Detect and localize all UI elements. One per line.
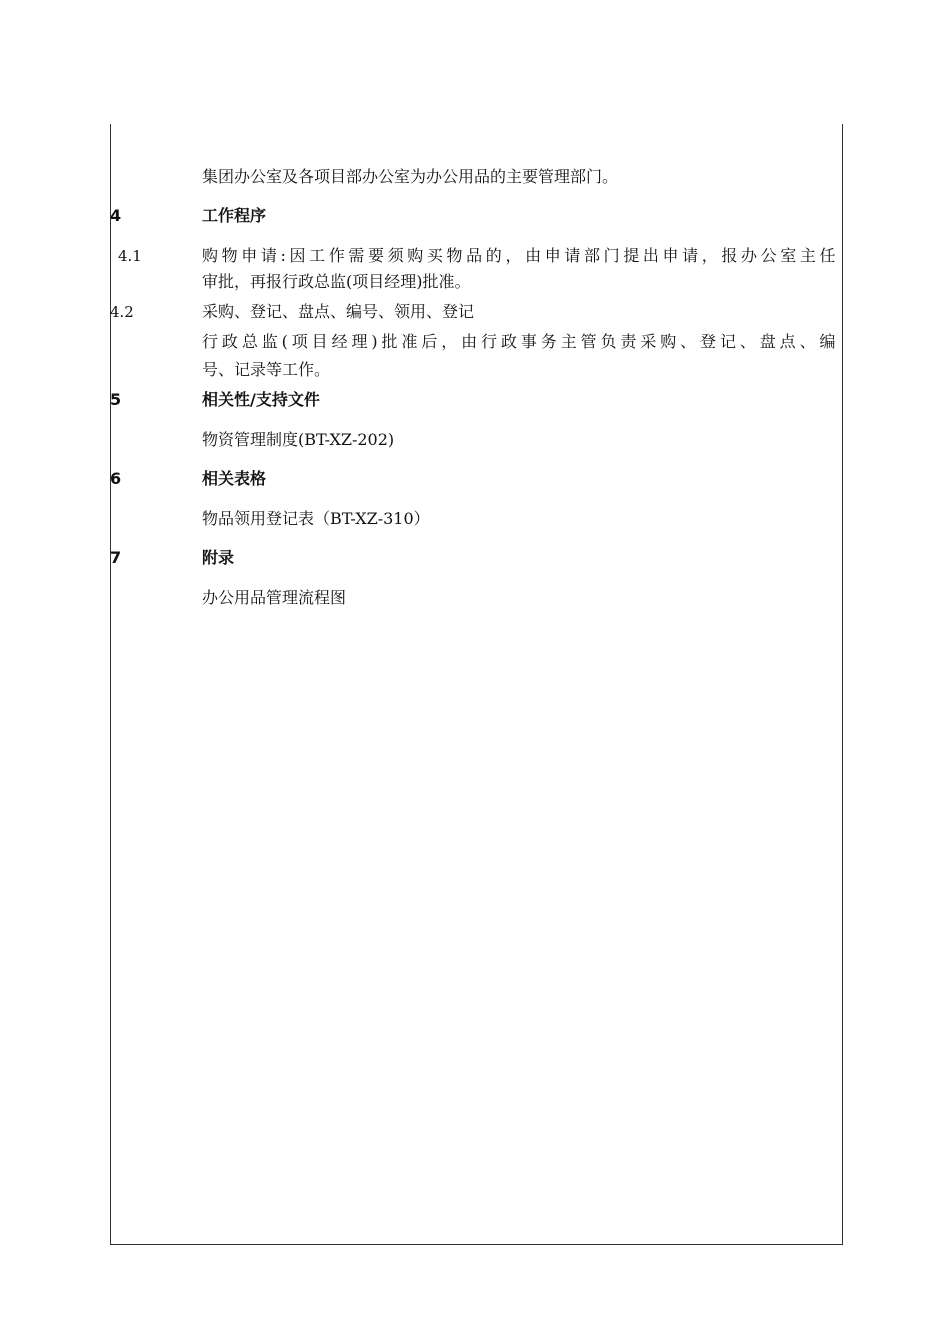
section-5-content: 物资管理制度(BT-XZ-202): [202, 430, 395, 449]
section-5-number: 5: [110, 390, 122, 409]
document-frame: [110, 124, 843, 1245]
item-4-2-heading: 采购、登记、盘点、编号、领用、登记: [202, 302, 475, 321]
section-6-number: 6: [110, 469, 122, 488]
section-7-number: 7: [110, 548, 122, 567]
intro-text: 集团办公室及各项目部办公室为办公用品的主要管理部门。: [202, 167, 619, 186]
section-7-content: 办公用品管理流程图: [202, 588, 347, 607]
item-4-2-line1: 行政总监(项目经理)批准后，由行政事务主管负责采购、登记、盘点、编: [202, 332, 836, 351]
section-4-number: 4: [110, 206, 122, 225]
section-6-content: 物品领用登记表（BT-XZ-310）: [202, 509, 430, 528]
section-7-title: 附录: [202, 548, 235, 567]
item-4-1-line2: 审批，再报行政总监(项目经理)批准。: [202, 272, 471, 291]
item-4-2-line2: 号、记录等工作。: [202, 360, 331, 379]
item-4-1-number: 4.1: [118, 247, 142, 265]
section-5-title: 相关性/支持文件: [202, 390, 320, 409]
item-4-1-line1: 购物申请:因工作需要须购买物品的，由申请部门提出申请，报办公室主任: [202, 246, 836, 265]
section-4-title: 工作程序: [202, 206, 267, 225]
item-4-2-number: 4.2: [110, 303, 134, 321]
section-6-title: 相关表格: [202, 469, 267, 488]
